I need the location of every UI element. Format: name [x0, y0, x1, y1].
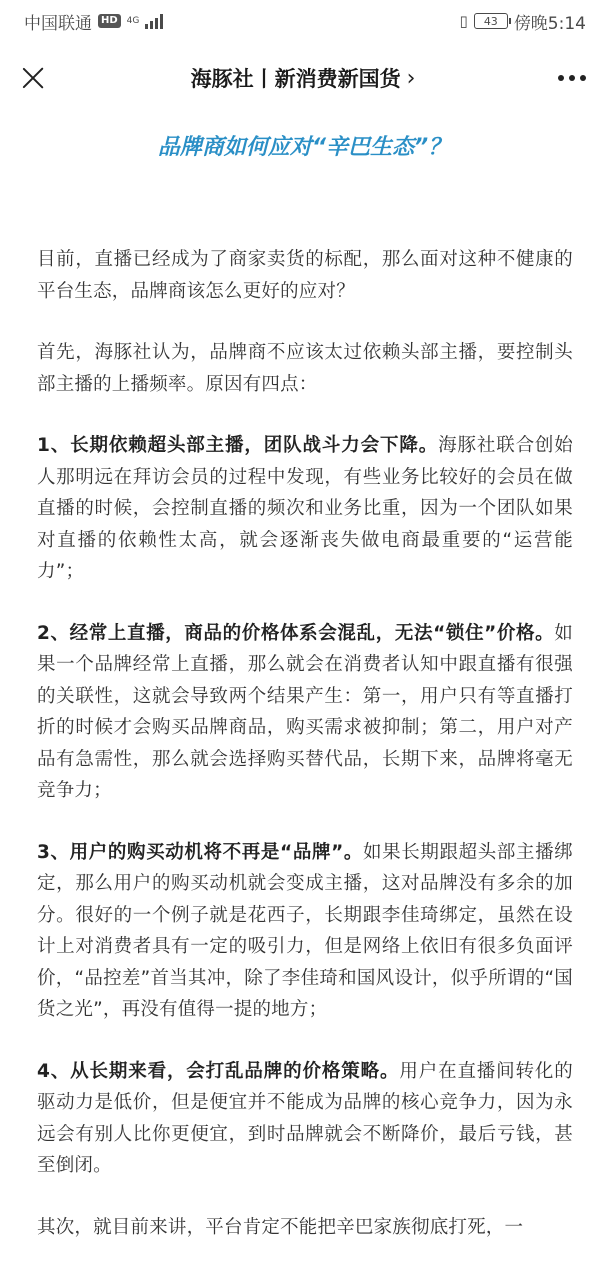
battery-icon: 43 [474, 13, 508, 29]
article-body [37, 244, 573, 1273]
paragraph-point-4: 4、从长期来看，会打乱品牌的价格策略。用户在直播间转化的驱动力是低价，但是便宜并不能成为品牌的核心竞争力，因为永远会有别人比你更便宜，到时品牌就会不断降价，最后亏钱，甚至倒闭。 [37, 1060, 573, 1176]
status-left [24, 9, 163, 34]
status-bar [0, 0, 608, 42]
account-title-label: 海豚社丨新消费新国货 [190, 67, 401, 91]
chevron-right-icon: › [406, 65, 416, 91]
paragraph-first: 首先，海豚社认为，品牌商不应该太过依赖头部主播，要控制头部主播的上播频率。原因有四点： [37, 342, 573, 395]
point-3-heading: 3、用户的购买动机将不再是“品牌”。 [37, 841, 364, 863]
vibrate-icon: ▯ [459, 12, 468, 30]
signal-icon [145, 13, 163, 29]
more-icon[interactable] [558, 75, 586, 81]
status-right [460, 9, 586, 34]
close-icon[interactable] [18, 63, 48, 93]
nav-bar [0, 42, 608, 114]
point-1-heading: 1、长期依赖超头部主播，团队战斗力会下降。 [37, 435, 439, 456]
carrier-label: 中国联通 [24, 13, 92, 34]
paragraph-second: 其次，就目前来讲，平台肯定不能把辛巴家族彻底打死，一 [37, 1216, 524, 1238]
paragraph-point-3: 3、用户的购买动机将不再是“品牌”。如果长期跟超头部主播绑定，那么用户的购买动机就会变成主播，这对品牌没有多余的加分。很好的一个例子就是花西子，长期跟李佳琦绑定，虽然在设计上对消费者具有一定的吸引力，但是网络上依旧有很多负面评价，“品控差”首当其冲，除了李佳琦和国风设计，似乎所谓的“国货之光”，再没有值得一提的地方； [37, 841, 574, 1020]
account-title[interactable] [191, 63, 416, 93]
hd-icon: HD [98, 14, 121, 28]
point-4-heading: 4、从长期来看，会打乱品牌的价格策略。 [37, 1060, 400, 1082]
clock-label: 傍晚5:14 [513, 13, 586, 34]
point-2-heading: 2、经常上直播，商品的价格体系会混乱，无法“锁住”价格。 [37, 622, 555, 644]
paragraph-point-1: 1、长期依赖超头部主播，团队战斗力会下降。海豚社联合创始人那明远在拜访会员的过程中发现，有些业务比较好的会员在做直播的时候，会控制直播的频次和业务比重，因为一个团队如果对直播的依赖性太高，就会逐渐丧失做电商最重要的“运营能力”； [37, 435, 573, 582]
article-heading: 品牌商如何应对“辛巴生态”？ [157, 135, 451, 160]
network-type-label: 4G [126, 15, 140, 26]
paragraph-point-2: 2、经常上直播，商品的价格体系会混乱，无法“锁住”价格。如果一个品牌经常上直播，那么就会在消费者认知中跟直播有很强的关联性，这就会导致两个结果产生：第一，用户只有等直播打折的时候才会购买品牌商品，购买需求被抑制；第二，用户对产品有急需性，那么就会选择购买替代品，长期下来，品牌将毫无竞争力； [37, 622, 573, 801]
paragraph-intro: 目前，直播已经成为了商家卖货的标配，那么面对这种不健康的平台生态，品牌商该怎么更好的应对？ [37, 249, 573, 302]
